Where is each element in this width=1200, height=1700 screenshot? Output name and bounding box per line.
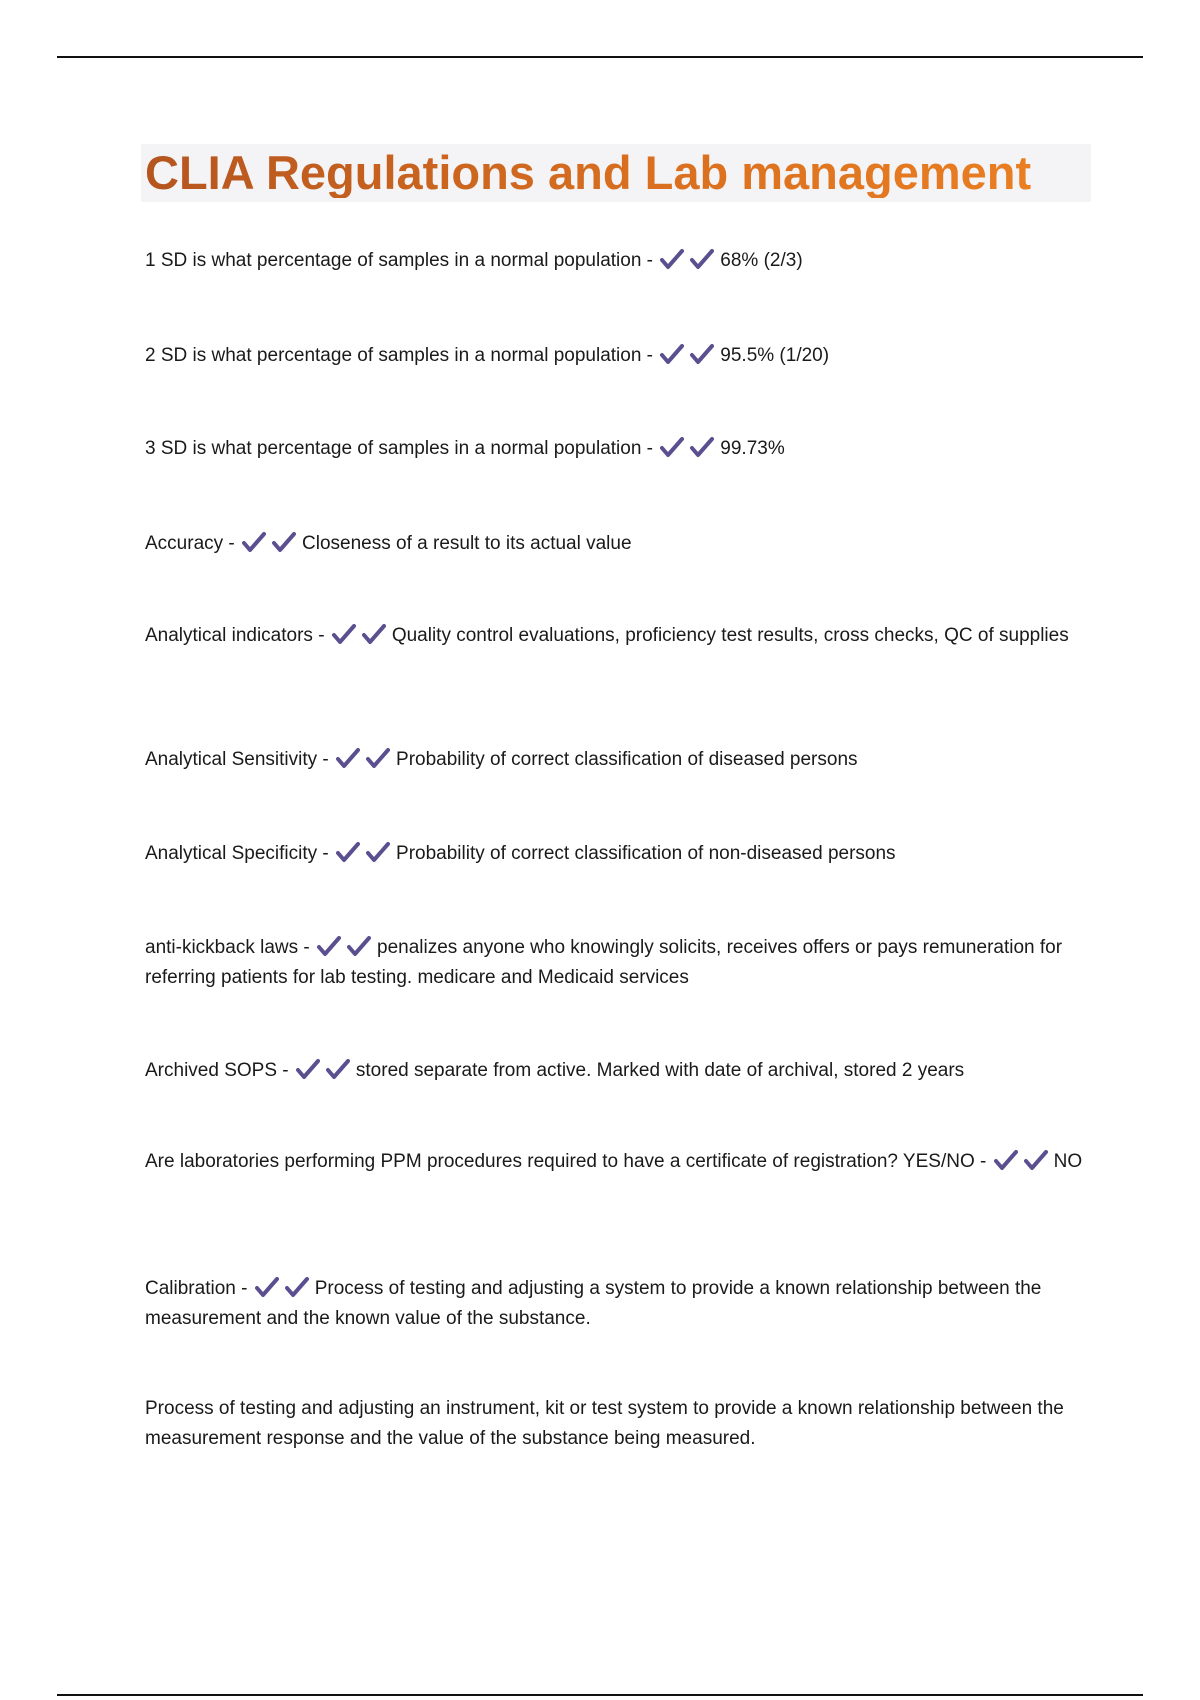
answer-text: stored separate from active. Marked with date of archival, stored 2 years [355,1060,965,1081]
title-banner [141,144,1091,202]
qa-entry [145,933,1085,993]
answer-text: Probability of correct classification of diseased persons [396,749,858,770]
checkmark-icon [366,841,390,863]
checkmark-icon [255,1276,279,1298]
checkmark-icon [362,623,386,645]
checkmark-icon [690,248,714,270]
question-text: Are laboratories performing PPM procedures required to have a certificate of registration? YES/NO - [145,1151,987,1172]
bottom-rule [57,1694,1143,1696]
question-text: Analytical indicators - [145,625,325,646]
answer-text: penalizes anyone who knowingly solicits, receives offers or pays remuneration for referring patients for lab testing. medicare and Medicaid services [145,937,1063,988]
qa-entry [145,1147,1085,1177]
qa-entry [145,839,1085,869]
checkmark-icon [366,747,390,769]
answer-text: Process of testing and adjusting a system to provide a known relationship between the measurement and the known value of the substance. [145,1278,1042,1329]
checkmark-icon [326,1058,350,1080]
double-check-icons [336,839,396,869]
page-title: CLIA Regulations and Lab management [145,146,1032,199]
qa-entry [145,621,1085,651]
checkmark-icon [296,1058,320,1080]
checkmark-icon [317,935,341,957]
double-check-icons [336,745,396,775]
qa-entry [145,434,1085,464]
top-rule [57,56,1143,58]
double-check-icons [317,933,377,963]
double-check-icons [994,1147,1054,1177]
qa-entry [145,745,1085,775]
answer-text: NO [1053,1151,1083,1172]
qa-entry [145,341,1085,371]
question-text: Analytical Specificity - [145,843,329,864]
checkmark-icon [660,343,684,365]
checkmark-icon [332,623,356,645]
question-text: Analytical Sensitivity - [145,749,329,770]
checkmark-icon [336,841,360,863]
checkmark-icon [285,1276,309,1298]
question-text: 3 SD is what percentage of samples in a normal population - [145,438,653,459]
checkmark-icon [660,436,684,458]
checkmark-icon [272,531,296,553]
answer-text: Probability of correct classification of non-diseased persons [396,843,896,864]
checkmark-icon [242,531,266,553]
double-check-icons [255,1274,315,1304]
answer-text: Quality control evaluations, proficiency test results, cross checks, QC of supplies [391,625,1069,646]
answer-text: 99.73% [720,438,785,459]
answer-text: 68% (2/3) [720,250,803,271]
checkmark-icon [690,436,714,458]
double-check-icons [660,246,720,276]
extra-paragraph: Process of testing and adjusting an instrument, kit or test system to provide a known relationship between the measurement response and the value of the substance being measured. [145,1398,1064,1449]
answer-text: 95.5% (1/20) [720,345,830,366]
checkmark-icon [994,1149,1018,1171]
question-text: Accuracy - [145,533,235,554]
checkmark-icon [690,343,714,365]
double-check-icons [660,434,720,464]
checkmark-icon [660,248,684,270]
double-check-icons [332,621,392,651]
question-text: Archived SOPS - [145,1060,289,1081]
question-text: Calibration - [145,1278,248,1299]
qa-entry [145,529,1085,559]
question-text: anti-kickback laws - [145,937,310,958]
question-text: 2 SD is what percentage of samples in a normal population - [145,345,653,366]
qa-entry [145,246,1085,276]
qa-entry [145,1056,1085,1086]
answer-text: Closeness of a result to its actual value [302,533,632,554]
checkmark-icon [347,935,371,957]
double-check-icons [296,1056,356,1086]
checkmark-icon [1024,1149,1048,1171]
double-check-icons [242,529,302,559]
checkmark-icon [336,747,360,769]
double-check-icons [660,341,720,371]
question-text: 1 SD is what percentage of samples in a normal population - [145,250,653,271]
qa-entry [145,1274,1085,1334]
